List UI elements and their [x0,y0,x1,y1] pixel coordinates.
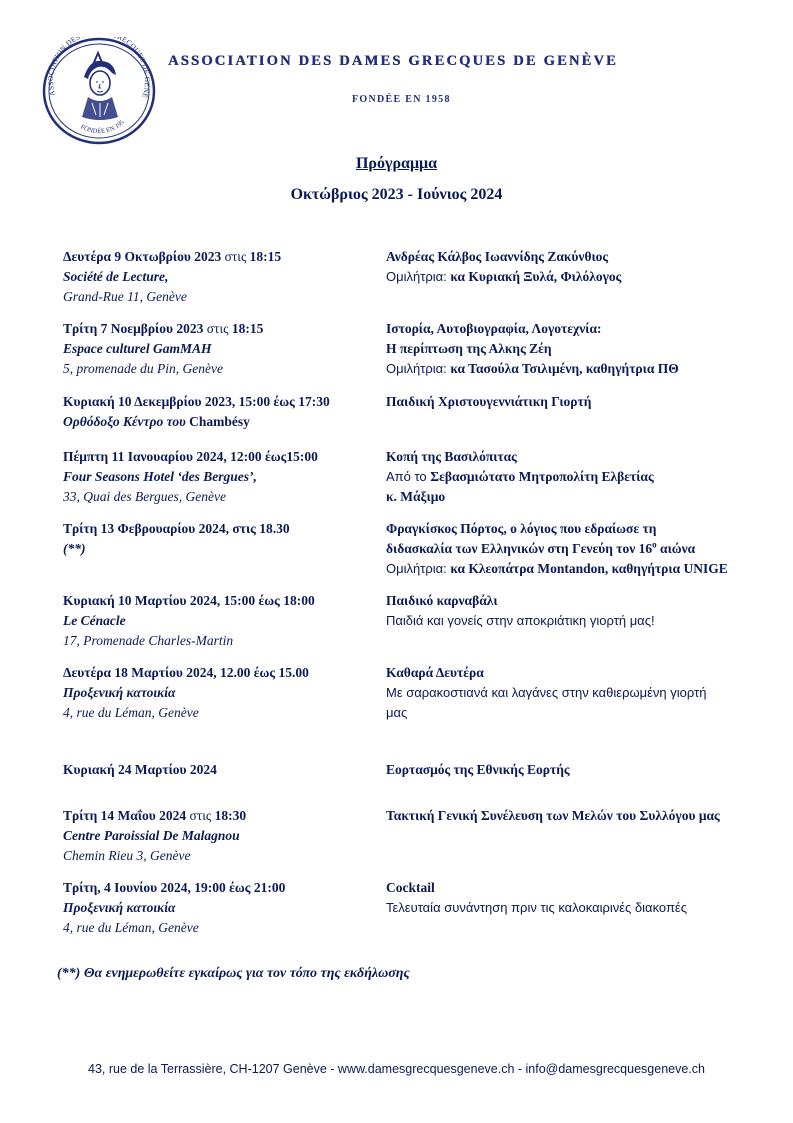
program-period: Οκτώβριος 2023 - Ιούνιος 2024 [290,186,503,203]
event-title: Παιδικό καρναβάλι [386,593,498,608]
event-title: Παιδική Χριστουγεννιάτικη Γιορτή [386,394,592,409]
event-title: Φραγκίσκος Πόρτος, ο λόγιος που εδραίωσε τη [386,521,657,536]
program-title: Πρόγραμμα [355,155,438,172]
event-address: Chemin Rieu 3, Genève [63,848,191,863]
event-title-superscript: ο [652,539,657,550]
event-date: Δευτέρα 9 Οκτωβρίου 2023 [63,249,222,264]
event-date-connector: στις [203,321,232,336]
event-title: Ιστορία, Αυτοβιογραφία, Λογοτεχνία: [386,321,602,336]
event-venue: Le Cénacle [63,613,126,628]
event-title: Ανδρέας Κάλβος Ιωαννίδης Ζακύνθιος [386,249,609,264]
event-detail: Με σαρακοστιανά και λαγάνες στην καθιερωμένη γιορτή μας [386,685,707,720]
event-date: Κυριακή 10 Δεκεμβρίου 2023, 15:00 έως 17:30 [63,394,330,409]
logo-seal-icon [40,37,158,145]
event-title-line2: διδασκαλία των Ελληνικών στη Γενεύη τον 16 [386,541,653,556]
event-venue: Four Seasons Hotel ‘des Bergues’, [63,469,257,484]
event-detail: Από το [386,469,431,484]
event-venue: Espace culturel GamMAH [63,341,212,356]
event-title: Κοπή της Βασιλόπιτας [386,449,517,464]
event-detail: Παιδιά και γονείς στην αποκριάτικη γιορτή μας! [386,613,655,628]
event-speaker: κα Κυριακή Ξυλά, Φιλόλογος [450,269,622,284]
event-venue-place: Chambésy [189,414,250,429]
event-date: Πέμπτη 11 Ιανουαρίου 2024, 12:00 έως15:00 [63,449,318,464]
event-speaker: κα Κλεοπάτρα Montandon, καθηγήτρια UNIGE [450,561,728,576]
event-address: 4, rue du Léman, Genève [63,705,199,720]
event-address: 5, promenade du Pin, Genève [63,361,223,376]
speaker-label: Ομιλήτρια: [386,361,451,376]
event-address: 33, Quai des Bergues, Genève [63,489,226,504]
event-venue: Προξενική κατοικία [63,900,176,915]
event-title-line2: Η περίπτωση της Αλκης Ζέη [386,341,552,356]
event-venue: (**) [63,541,86,556]
event-date-connector: στις [186,808,215,823]
event-date: Δευτέρα 18 Μαρτίου 2024, 12.00 έως 15.00 [63,665,309,680]
event-date: Κυριακή 10 Μαρτίου 2024, 15:00 έως 18:00 [63,593,315,608]
organization-name: ASSOCIATION DES DAMES GRECQUES DE GENÈVE [168,53,618,69]
event-title: Καθαρά Δευτέρα [386,665,484,680]
event-address: 17, Promenade Charles-Martin [63,633,234,648]
event-title: Cocktail [386,880,435,895]
event-venue: Προξενική κατοικία [63,685,176,700]
speaker-label: Ομιλήτρια: [386,269,451,284]
event-venue: Ορθόδοξο Κέντρο του [63,414,190,429]
event-title: Τακτική Γενική Συνέλευση των Μελών του Συλλόγου μας [386,808,720,823]
event-speaker: κα Τασούλα Τσιλιμένη, καθηγήτρια ΠΘ [450,361,679,376]
event-time: 18:15 [249,249,282,264]
event-date: Κυριακή 24 Μαρτίου 2024 [63,762,217,777]
event-title: Εορτασμός της Εθνικής Εορτής [386,762,570,777]
event-address: 4, rue du Léman, Genève [63,920,199,935]
event-title-line2-end: αιώνα [656,541,696,556]
event-detail: Τελευταία συνάντηση πριν τις καλοκαιρινές διακοπές [386,900,687,915]
organization-founded: FONDÉE EN 1958 [352,94,451,105]
event-guest-line2: κ. Μάξιμο [386,489,446,504]
svg-text:ASSOCIATION DES DAMES GRECQUES: ASSOCIATION DES RECQUES DE GENÈ [45,37,153,100]
event-date: Τρίτη, 4 Ιουνίου 2024, 19:00 έως 21:00 [63,880,286,895]
event-date: Τρίτη 13 Φεβρουαρίου 2024, στις 18.30 [63,521,290,536]
event-guest: Σεβασμιώτατο Μητροπολίτη Ελβετίας [430,469,654,484]
event-venue: Centre Paroissial De Malagnou [63,828,240,843]
event-time: 18:30 [214,808,247,823]
association-logo [40,37,158,145]
svg-text:FONDÉE EN 1958: FONDÉE EN 195 [79,119,126,136]
speaker-label: Ομιλήτρια: [386,561,451,576]
event-date: Τρίτη 7 Νοεμβρίου 2023 [63,321,204,336]
event-time: 18:15 [231,321,264,336]
event-venue: Société de Lecture, [63,269,169,284]
event-date: Τρίτη 14 Μαΐου 2024 [63,808,187,823]
footer-contact: 43, rue de la Terrassière, CH-1207 Genève - www.damesgrecquesgeneve.ch - info@damesgrecquesgeneve.ch [88,1062,705,1076]
event-date-connector: στις [221,249,250,264]
event-address: Grand-Rue 11, Genève [63,289,187,304]
venue-note: (**) Θα ενημερωθείτε εγκαίρως για τον τόπο της εκδήλωσης [57,966,410,981]
